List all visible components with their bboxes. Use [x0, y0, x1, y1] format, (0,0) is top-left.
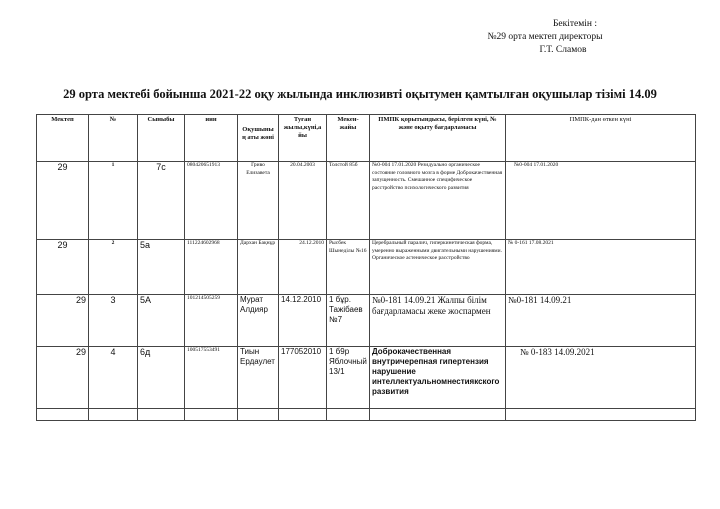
cell-num: 3 [89, 295, 138, 347]
header-birth: Туған жылы,күні,а йы [279, 115, 327, 162]
header-num: № [89, 115, 138, 162]
cell-birth: 24.12.2010 [279, 240, 327, 295]
approval-line1: Бекітемін : [552, 19, 598, 29]
cell-school: 29 [37, 240, 89, 295]
header-row [37, 115, 696, 162]
empty-cell [37, 409, 89, 421]
empty-cell [279, 409, 327, 421]
cell-pmpk-date: №0-004 17.01.2020 [506, 162, 696, 240]
empty-cell [327, 409, 370, 421]
cell-birth: 20.04.2003 [279, 162, 327, 240]
empty-row [37, 409, 696, 421]
cell-address: 1 б9р Яблочный 13/1 [327, 347, 370, 409]
header-iin: иин [185, 115, 238, 162]
cell-iin: 100517553491 [185, 347, 238, 409]
cell-school: 29 [37, 347, 89, 409]
cell-name: Тиын Ердаулет [238, 347, 279, 409]
cell-school: 29 [37, 162, 89, 240]
cell-pmpk-date: № 0-183 14.09.2021 [506, 347, 696, 409]
header-school: Мектеп [37, 115, 89, 162]
cell-num: 2 [89, 240, 138, 295]
cell-iin: 101214505259 [185, 295, 238, 347]
approval-line2: №29 орта мектеп директоры [487, 32, 603, 42]
cell-pmpk-result: №0-004 17.01.2020 Резидуально органическое состояние головного мозга в форме Доброкачественная запущенность. Смешанное специфическое расстройство психологического развития [370, 162, 506, 240]
cell-grade: 6д [138, 347, 185, 409]
cell-pmpk-result: Церебральный паралич, гиперкинетическая форма, умеренно выраженными двигательными нарушениями. Органическое астеническое расстройство [370, 240, 506, 295]
cell-birth: 14.12.2010 [279, 295, 327, 347]
header-address: Мекен-жайы [327, 115, 370, 162]
cell-grade: 5а [138, 240, 185, 295]
document-title: 29 орта мектебі бойынша 2021-22 оқу жылында инклюзивті оқытумен қамтылған оқушылар тізімі 14.09 [63, 87, 657, 101]
cell-address: Толстой 85б [327, 162, 370, 240]
header-name: Оқушыны ң аты жөні [238, 115, 279, 162]
table-row [37, 162, 696, 240]
empty-cell [238, 409, 279, 421]
table-row [37, 240, 696, 295]
empty-cell [89, 409, 138, 421]
approval-block [470, 18, 620, 57]
cell-grade: 7с [138, 162, 185, 240]
header-grade: Сыныбы [138, 115, 185, 162]
cell-name: Мурат Алдияр [238, 295, 279, 347]
header-pmpk-date: ПМПК-дан өткен күні [506, 115, 696, 162]
cell-name: Гриво Елизавета [238, 162, 279, 240]
empty-cell [506, 409, 696, 421]
cell-grade: 5А [138, 295, 185, 347]
empty-cell [138, 409, 185, 421]
cell-school: 29 [37, 295, 89, 347]
cell-address: Рысбек Шынеділы №16 [327, 240, 370, 295]
cell-pmpk-date: № 0-161 17.08.2021 [506, 240, 696, 295]
empty-cell [185, 409, 238, 421]
header-pmpk-result: ПМПК қорытындысы, берілген күні, № және оқыту бағдарламасы [370, 115, 506, 162]
table-row [37, 295, 696, 347]
cell-pmpk-result: Доброкачественная внутричерепная гипертензия нарушение интеллектуальномнестиякского развития [370, 347, 506, 409]
cell-address: 1 бұр. Тажібаев №7 [327, 295, 370, 347]
cell-birth: 177052010 [279, 347, 327, 409]
cell-iin: 111224602968 [185, 240, 238, 295]
cell-num: 4 [89, 347, 138, 409]
cell-num: 1 [89, 162, 138, 240]
empty-cell [370, 409, 506, 421]
approval-line3: Г.Т. Сламов [539, 45, 587, 55]
cell-iin: 080420651913 [185, 162, 238, 240]
students-table [36, 114, 696, 421]
cell-name: Дархан Бақнұр [238, 240, 279, 295]
cell-pmpk-date: №0-181 14.09.21 [506, 295, 696, 347]
table-row [37, 347, 696, 409]
cell-pmpk-result: №0-181 14.09.21 Жалпы білім бағдарламасы жеке жоспармен [370, 295, 506, 347]
